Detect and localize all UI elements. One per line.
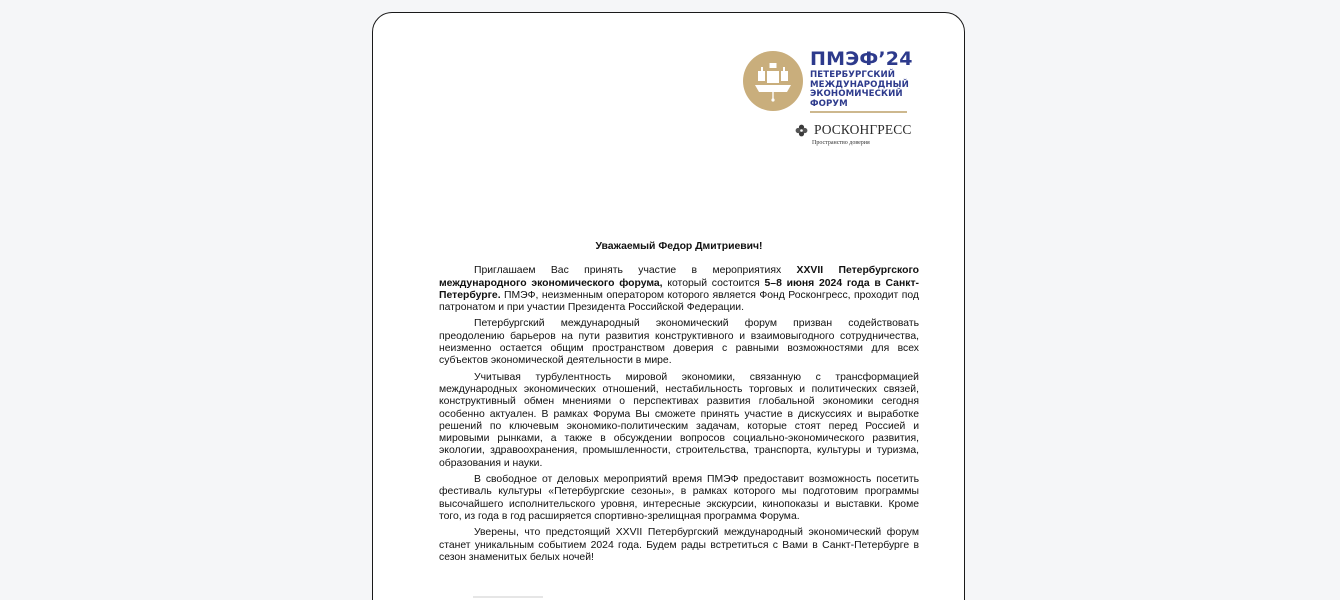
logo-divider: [810, 111, 907, 113]
paragraph-culture: В свободное от деловых мероприятий время ПМЭФ предоставит возможность посетить фестиваль культуры «Петербургские сезоны», в рамках которого мы подготовим программы высочайшего исполнительского уровня, интересные экскурсии, кинопоказы и выставки. Кроме того, из года в год расширяется спортивно-зрелищная программа Форума.: [439, 474, 919, 522]
forum-subtitle: [810, 71, 909, 109]
paragraph-purpose: Петербургский международный экономический форум призван содействовать преодолению барьеров на пути развития конструктивного и взаимовыгодного сотрудничества, неизменно остается общим пространством доверия с равными возможностями для всех субъектов экономической деятельности в мире.: [439, 318, 919, 367]
paragraph-closing: Уверены, что предстоящий XXVII Петербургский международный экономический форум станет уникальным событием 2024 года. Будем рады встретиться с Вами в Санкт-Петербурге в сезон знаменитых белых ночей!: [439, 527, 919, 563]
text-run: который состоится: [662, 277, 765, 289]
roscongress-logo: [795, 121, 911, 139]
forum-title: ПМЭФ’24: [810, 48, 913, 70]
forum-date-bold: 5–8 июня 2024 года в Санкт-Петербурге.: [439, 277, 919, 301]
document-page[interactable]: [372, 12, 965, 600]
forum-subtitle-line: МЕЖДУНАРОДНЫЙ: [810, 79, 909, 90]
text-run: Приглашаем Вас принять участие в мероприятиях: [474, 265, 797, 277]
roscongress-flower-icon: [795, 124, 808, 137]
signature-area: [473, 596, 543, 598]
forum-subtitle-line: ПЕТЕРБУРГСКИЙ: [810, 70, 896, 80]
forum-subtitle-line: ЭКОНОМИЧЕСКИЙ: [810, 89, 903, 100]
forum-name-bold: XXVII Петербургского международного экономического форума,: [439, 265, 919, 289]
text-run: ПМЭФ, неизменным оператором которого является Фонд Росконгресс, проходит под патронатом и при участии Президента Российской Федерации.: [439, 289, 919, 314]
letter-body: [439, 241, 919, 568]
ship-emblem-icon: [743, 51, 803, 111]
roscongress-tagline: Пространство доверия: [812, 140, 870, 146]
forum-subtitle-line: ФОРУМ: [810, 98, 848, 109]
paragraph-invitation: [439, 265, 919, 314]
spief-logo: [743, 49, 913, 149]
roscongress-name: РОСКОНГРЕСС: [814, 122, 912, 138]
salutation: Уважаемый Федор Дмитриевич!: [595, 241, 763, 252]
paragraph-agenda: Учитывая турбулентность мировой экономики, связанную с трансформацией международных экономических отношений, нестабильность торговых и политических связей, конструктивный обмен мнениями о перспективах развития глобальной экономики сегодня особенно актуален. В рамках Форума Вы сможете принять участие в дискуссиях и выработке решений по ключевым экономико-политическим задачам, которые стоят перед Россией и мировыми рынками, а также в обсуждении вопросов социально-экономического развития, экологии, здравоохранения, промышленности, строительства, транспорта, культуры и туризма, образования и науки.: [439, 371, 919, 469]
